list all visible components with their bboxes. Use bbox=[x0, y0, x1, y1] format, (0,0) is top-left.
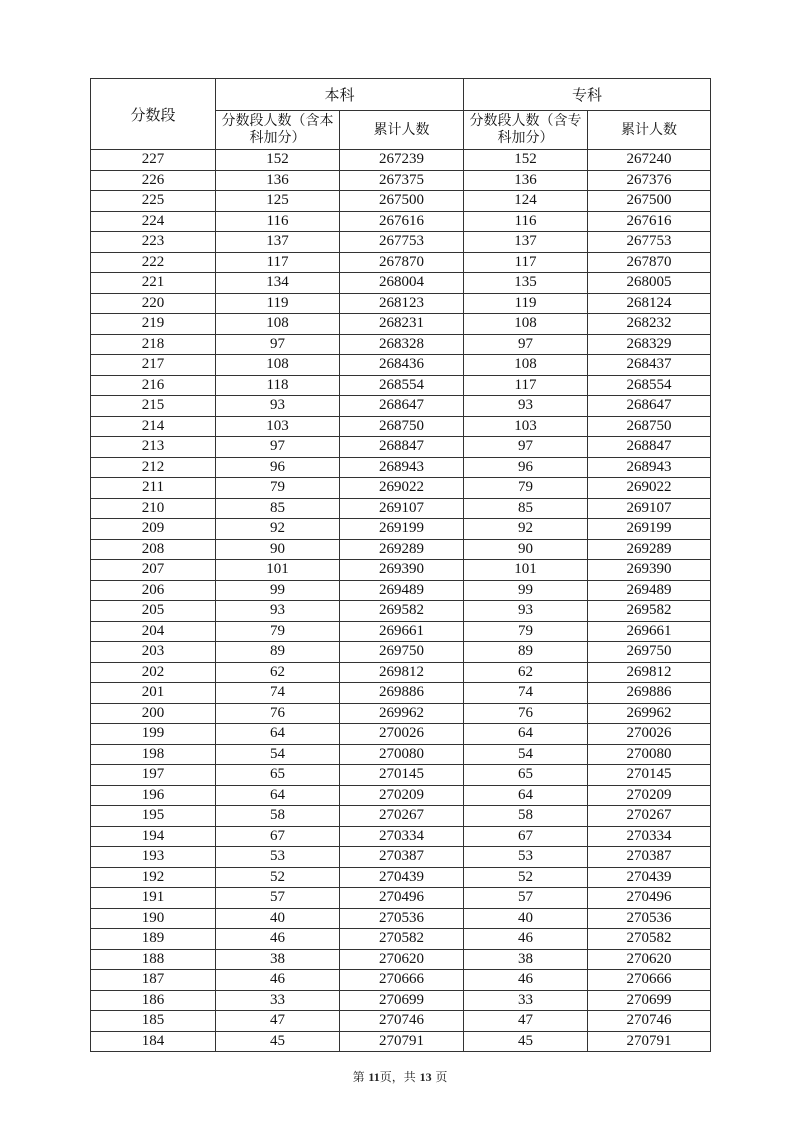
junior-cumulative-cell: 268847 bbox=[588, 437, 711, 458]
junior-cumulative-cell: 268750 bbox=[588, 416, 711, 437]
junior-count-cell: 52 bbox=[464, 867, 588, 888]
undergrad-count-cell: 96 bbox=[216, 457, 340, 478]
score-cell: 225 bbox=[91, 191, 216, 212]
junior-count-cell: 108 bbox=[464, 355, 588, 376]
undergrad-count-cell: 38 bbox=[216, 949, 340, 970]
undergrad-cumulative-cell: 268436 bbox=[340, 355, 464, 376]
table-row bbox=[91, 1011, 711, 1032]
junior-count-cell: 152 bbox=[464, 150, 588, 171]
junior-count-cell: 54 bbox=[464, 744, 588, 765]
undergrad-cumulative-cell: 268943 bbox=[340, 457, 464, 478]
junior-cumulative-cell: 270026 bbox=[588, 724, 711, 745]
score-cell: 191 bbox=[91, 888, 216, 909]
table-row bbox=[91, 334, 711, 355]
junior-count-cell: 62 bbox=[464, 662, 588, 683]
undergrad-count-cell: 76 bbox=[216, 703, 340, 724]
score-cell: 195 bbox=[91, 806, 216, 827]
undergrad-cumulative-cell: 268004 bbox=[340, 273, 464, 294]
junior-count-cell: 40 bbox=[464, 908, 588, 929]
score-cell: 201 bbox=[91, 683, 216, 704]
score-cell: 209 bbox=[91, 519, 216, 540]
score-cell: 221 bbox=[91, 273, 216, 294]
junior-cumulative-cell: 268232 bbox=[588, 314, 711, 335]
undergrad-count-cell: 47 bbox=[216, 1011, 340, 1032]
junior-count-cell: 137 bbox=[464, 232, 588, 253]
junior-count-cell: 33 bbox=[464, 990, 588, 1011]
footer-middle: 页，共 bbox=[379, 1070, 416, 1084]
junior-count-cell: 92 bbox=[464, 519, 588, 540]
junior-count-cell: 117 bbox=[464, 252, 588, 273]
undergrad-cumulative-cell: 267375 bbox=[340, 170, 464, 191]
undergrad-count-cell: 64 bbox=[216, 724, 340, 745]
junior-cumulative-cell: 270209 bbox=[588, 785, 711, 806]
undergrad-count-cell: 93 bbox=[216, 601, 340, 622]
undergrad-cumulative-cell: 268328 bbox=[340, 334, 464, 355]
table-row bbox=[91, 724, 711, 745]
junior-count-cell: 96 bbox=[464, 457, 588, 478]
score-cell: 193 bbox=[91, 847, 216, 868]
junior-cumulative-cell: 270582 bbox=[588, 929, 711, 950]
table-row bbox=[91, 929, 711, 950]
undergrad-count-cell: 58 bbox=[216, 806, 340, 827]
junior-cumulative-cell: 270666 bbox=[588, 970, 711, 991]
junior-cumulative-cell: 268943 bbox=[588, 457, 711, 478]
table-row bbox=[91, 1031, 711, 1052]
undergrad-count-cell: 52 bbox=[216, 867, 340, 888]
table-row bbox=[91, 478, 711, 499]
undergrad-cumulative-cell: 270080 bbox=[340, 744, 464, 765]
undergrad-count-cell: 99 bbox=[216, 580, 340, 601]
score-cell: 219 bbox=[91, 314, 216, 335]
junior-count-cell: 97 bbox=[464, 334, 588, 355]
undergrad-cumulative-cell: 269199 bbox=[340, 519, 464, 540]
undergrad-cumulative-cell: 270209 bbox=[340, 785, 464, 806]
table-row bbox=[91, 990, 711, 1011]
junior-count-cell: 119 bbox=[464, 293, 588, 314]
table-row bbox=[91, 457, 711, 478]
undergrad-count-cell: 101 bbox=[216, 560, 340, 581]
score-cell: 206 bbox=[91, 580, 216, 601]
score-cell: 212 bbox=[91, 457, 216, 478]
undergrad-cumulative-cell: 267500 bbox=[340, 191, 464, 212]
junior-cumulative-cell: 269886 bbox=[588, 683, 711, 704]
undergrad-count-header: 分数段人数（含本科加分） bbox=[216, 111, 340, 150]
undergrad-count-cell: 79 bbox=[216, 621, 340, 642]
score-cell: 214 bbox=[91, 416, 216, 437]
score-cell: 227 bbox=[91, 150, 216, 171]
score-cell: 215 bbox=[91, 396, 216, 417]
undergrad-count-cell: 62 bbox=[216, 662, 340, 683]
page-number: 11 bbox=[368, 1070, 380, 1084]
junior-cumulative-cell: 268329 bbox=[588, 334, 711, 355]
junior-count-cell: 108 bbox=[464, 314, 588, 335]
score-cell: 226 bbox=[91, 170, 216, 191]
undergrad-count-cell: 54 bbox=[216, 744, 340, 765]
junior-cumulative-header: 累计人数 bbox=[588, 111, 711, 150]
undergrad-cumulative-cell: 270620 bbox=[340, 949, 464, 970]
undergrad-count-cell: 57 bbox=[216, 888, 340, 909]
score-cell: 211 bbox=[91, 478, 216, 499]
table-row bbox=[91, 375, 711, 396]
junior-cumulative-cell: 270439 bbox=[588, 867, 711, 888]
undergrad-cumulative-cell: 268847 bbox=[340, 437, 464, 458]
junior-cumulative-cell: 270080 bbox=[588, 744, 711, 765]
table-header bbox=[91, 79, 711, 150]
undergrad-count-cell: 45 bbox=[216, 1031, 340, 1052]
table-row bbox=[91, 396, 711, 417]
junior-cumulative-cell: 269022 bbox=[588, 478, 711, 499]
junior-cumulative-cell: 267500 bbox=[588, 191, 711, 212]
score-cell: 188 bbox=[91, 949, 216, 970]
undergrad-cumulative-cell: 269022 bbox=[340, 478, 464, 499]
undergrad-cumulative-cell: 269582 bbox=[340, 601, 464, 622]
undergrad-count-cell: 92 bbox=[216, 519, 340, 540]
undergrad-count-cell: 137 bbox=[216, 232, 340, 253]
undergrad-cumulative-cell: 268750 bbox=[340, 416, 464, 437]
table-row bbox=[91, 498, 711, 519]
table-row bbox=[91, 867, 711, 888]
undergrad-cumulative-cell: 267753 bbox=[340, 232, 464, 253]
undergrad-count-cell: 108 bbox=[216, 314, 340, 335]
undergrad-count-cell: 119 bbox=[216, 293, 340, 314]
undergrad-cumulative-cell: 269390 bbox=[340, 560, 464, 581]
score-cell: 216 bbox=[91, 375, 216, 396]
junior-count-cell: 65 bbox=[464, 765, 588, 786]
junior-count-cell: 38 bbox=[464, 949, 588, 970]
junior-cumulative-cell: 267240 bbox=[588, 150, 711, 171]
junior-count-cell: 64 bbox=[464, 785, 588, 806]
junior-count-cell: 57 bbox=[464, 888, 588, 909]
table-body bbox=[91, 150, 711, 1052]
table-row bbox=[91, 580, 711, 601]
score-cell: 220 bbox=[91, 293, 216, 314]
junior-count-cell: 64 bbox=[464, 724, 588, 745]
score-cell: 190 bbox=[91, 908, 216, 929]
score-cell: 185 bbox=[91, 1011, 216, 1032]
undergrad-count-cell: 46 bbox=[216, 970, 340, 991]
undergrad-cumulative-cell: 270496 bbox=[340, 888, 464, 909]
undergrad-count-cell: 125 bbox=[216, 191, 340, 212]
score-distribution-table bbox=[90, 78, 711, 1052]
undergrad-count-cell: 33 bbox=[216, 990, 340, 1011]
junior-cumulative-cell: 269390 bbox=[588, 560, 711, 581]
table-row bbox=[91, 273, 711, 294]
junior-cumulative-cell: 268124 bbox=[588, 293, 711, 314]
undergrad-cumulative-cell: 269661 bbox=[340, 621, 464, 642]
junior-cumulative-cell: 270496 bbox=[588, 888, 711, 909]
table-row bbox=[91, 908, 711, 929]
undergrad-cumulative-cell: 270026 bbox=[340, 724, 464, 745]
junior-cumulative-cell: 270267 bbox=[588, 806, 711, 827]
undergrad-cumulative-cell: 270746 bbox=[340, 1011, 464, 1032]
junior-count-cell: 79 bbox=[464, 478, 588, 499]
undergrad-cumulative-cell: 270145 bbox=[340, 765, 464, 786]
score-cell: 210 bbox=[91, 498, 216, 519]
table-row bbox=[91, 355, 711, 376]
undergrad-count-cell: 89 bbox=[216, 642, 340, 663]
junior-cumulative-cell: 270536 bbox=[588, 908, 711, 929]
table-row bbox=[91, 621, 711, 642]
table-row bbox=[91, 232, 711, 253]
junior-count-cell: 47 bbox=[464, 1011, 588, 1032]
page-footer bbox=[0, 1068, 800, 1085]
undergrad-cumulative-cell: 269886 bbox=[340, 683, 464, 704]
junior-cumulative-cell: 269289 bbox=[588, 539, 711, 560]
junior-count-cell: 97 bbox=[464, 437, 588, 458]
table-row bbox=[91, 744, 711, 765]
footer-suffix: 页 bbox=[435, 1070, 448, 1084]
undergrad-count-cell: 79 bbox=[216, 478, 340, 499]
table-row bbox=[91, 785, 711, 806]
undergrad-cumulative-cell: 268231 bbox=[340, 314, 464, 335]
undergrad-count-cell: 90 bbox=[216, 539, 340, 560]
junior-count-cell: 46 bbox=[464, 929, 588, 950]
undergrad-count-cell: 93 bbox=[216, 396, 340, 417]
undergrad-cumulative-cell: 269489 bbox=[340, 580, 464, 601]
junior-count-cell: 135 bbox=[464, 273, 588, 294]
junior-cumulative-cell: 269582 bbox=[588, 601, 711, 622]
table-row bbox=[91, 150, 711, 171]
junior-cumulative-cell: 270145 bbox=[588, 765, 711, 786]
table-row bbox=[91, 970, 711, 991]
undergrad-count-cell: 97 bbox=[216, 437, 340, 458]
table-row bbox=[91, 888, 711, 909]
undergrad-header: 本科 bbox=[216, 79, 464, 111]
score-cell: 189 bbox=[91, 929, 216, 950]
undergrad-cumulative-cell: 267239 bbox=[340, 150, 464, 171]
undergrad-cumulative-cell: 270439 bbox=[340, 867, 464, 888]
score-cell: 187 bbox=[91, 970, 216, 991]
junior-cumulative-cell: 269962 bbox=[588, 703, 711, 724]
junior-cumulative-cell: 268005 bbox=[588, 273, 711, 294]
undergrad-count-cell: 136 bbox=[216, 170, 340, 191]
undergrad-cumulative-cell: 270666 bbox=[340, 970, 464, 991]
junior-count-cell: 99 bbox=[464, 580, 588, 601]
table-row bbox=[91, 806, 711, 827]
table-row bbox=[91, 765, 711, 786]
score-cell: 217 bbox=[91, 355, 216, 376]
junior-count-cell: 76 bbox=[464, 703, 588, 724]
footer-prefix: 第 bbox=[352, 1070, 365, 1084]
undergrad-count-cell: 118 bbox=[216, 375, 340, 396]
score-cell: 184 bbox=[91, 1031, 216, 1052]
junior-count-cell: 124 bbox=[464, 191, 588, 212]
junior-cumulative-cell: 270699 bbox=[588, 990, 711, 1011]
undergrad-cumulative-cell: 270582 bbox=[340, 929, 464, 950]
table-row bbox=[91, 601, 711, 622]
junior-cumulative-cell: 269661 bbox=[588, 621, 711, 642]
score-cell: 218 bbox=[91, 334, 216, 355]
junior-count-cell: 89 bbox=[464, 642, 588, 663]
undergrad-count-cell: 65 bbox=[216, 765, 340, 786]
undergrad-cumulative-header: 累计人数 bbox=[340, 111, 464, 150]
score-cell: 196 bbox=[91, 785, 216, 806]
total-pages: 13 bbox=[419, 1070, 432, 1084]
junior-cumulative-cell: 268647 bbox=[588, 396, 711, 417]
junior-cumulative-cell: 270620 bbox=[588, 949, 711, 970]
score-cell: 194 bbox=[91, 826, 216, 847]
undergrad-count-cell: 74 bbox=[216, 683, 340, 704]
undergrad-cumulative-cell: 267870 bbox=[340, 252, 464, 273]
table-row bbox=[91, 211, 711, 232]
undergrad-count-cell: 53 bbox=[216, 847, 340, 868]
junior-cumulative-cell: 269812 bbox=[588, 662, 711, 683]
score-cell: 207 bbox=[91, 560, 216, 581]
undergrad-cumulative-cell: 269107 bbox=[340, 498, 464, 519]
undergrad-cumulative-cell: 268123 bbox=[340, 293, 464, 314]
undergrad-cumulative-cell: 270791 bbox=[340, 1031, 464, 1052]
junior-count-cell: 79 bbox=[464, 621, 588, 642]
undergrad-count-cell: 117 bbox=[216, 252, 340, 273]
table-row bbox=[91, 949, 711, 970]
junior-cumulative-cell: 269107 bbox=[588, 498, 711, 519]
table-row bbox=[91, 662, 711, 683]
junior-count-cell: 136 bbox=[464, 170, 588, 191]
junior-cumulative-cell: 267616 bbox=[588, 211, 711, 232]
junior-cumulative-cell: 270334 bbox=[588, 826, 711, 847]
junior-count-cell: 93 bbox=[464, 601, 588, 622]
junior-cumulative-cell: 269199 bbox=[588, 519, 711, 540]
table-row bbox=[91, 293, 711, 314]
undergrad-cumulative-cell: 270267 bbox=[340, 806, 464, 827]
score-cell: 223 bbox=[91, 232, 216, 253]
table-row bbox=[91, 560, 711, 581]
junior-cumulative-cell: 269750 bbox=[588, 642, 711, 663]
junior-count-cell: 46 bbox=[464, 970, 588, 991]
undergrad-cumulative-cell: 267616 bbox=[340, 211, 464, 232]
undergrad-count-cell: 103 bbox=[216, 416, 340, 437]
undergrad-count-cell: 97 bbox=[216, 334, 340, 355]
junior-header: 专科 bbox=[464, 79, 711, 111]
table-row bbox=[91, 519, 711, 540]
junior-count-cell: 45 bbox=[464, 1031, 588, 1052]
junior-count-cell: 116 bbox=[464, 211, 588, 232]
score-cell: 200 bbox=[91, 703, 216, 724]
junior-count-cell: 103 bbox=[464, 416, 588, 437]
score-cell: 186 bbox=[91, 990, 216, 1011]
junior-count-cell: 53 bbox=[464, 847, 588, 868]
score-cell: 197 bbox=[91, 765, 216, 786]
undergrad-cumulative-cell: 270387 bbox=[340, 847, 464, 868]
table-row bbox=[91, 847, 711, 868]
score-cell: 198 bbox=[91, 744, 216, 765]
score-band-header: 分数段 bbox=[91, 79, 216, 150]
undergrad-count-cell: 85 bbox=[216, 498, 340, 519]
undergrad-cumulative-cell: 270536 bbox=[340, 908, 464, 929]
undergrad-cumulative-cell: 269289 bbox=[340, 539, 464, 560]
junior-cumulative-cell: 269489 bbox=[588, 580, 711, 601]
junior-count-cell: 117 bbox=[464, 375, 588, 396]
junior-count-cell: 93 bbox=[464, 396, 588, 417]
table-row bbox=[91, 314, 711, 335]
table-row bbox=[91, 191, 711, 212]
undergrad-cumulative-cell: 269812 bbox=[340, 662, 464, 683]
undergrad-count-cell: 64 bbox=[216, 785, 340, 806]
junior-count-cell: 85 bbox=[464, 498, 588, 519]
score-cell: 199 bbox=[91, 724, 216, 745]
score-cell: 208 bbox=[91, 539, 216, 560]
undergrad-count-cell: 108 bbox=[216, 355, 340, 376]
table-row bbox=[91, 437, 711, 458]
junior-cumulative-cell: 270746 bbox=[588, 1011, 711, 1032]
score-cell: 203 bbox=[91, 642, 216, 663]
undergrad-cumulative-cell: 269962 bbox=[340, 703, 464, 724]
junior-cumulative-cell: 267753 bbox=[588, 232, 711, 253]
undergrad-cumulative-cell: 270334 bbox=[340, 826, 464, 847]
junior-cumulative-cell: 267870 bbox=[588, 252, 711, 273]
junior-cumulative-cell: 267376 bbox=[588, 170, 711, 191]
junior-count-cell: 74 bbox=[464, 683, 588, 704]
undergrad-count-cell: 67 bbox=[216, 826, 340, 847]
undergrad-count-cell: 152 bbox=[216, 150, 340, 171]
score-cell: 205 bbox=[91, 601, 216, 622]
undergrad-count-cell: 40 bbox=[216, 908, 340, 929]
undergrad-cumulative-cell: 268647 bbox=[340, 396, 464, 417]
junior-cumulative-cell: 270387 bbox=[588, 847, 711, 868]
undergrad-cumulative-cell: 268554 bbox=[340, 375, 464, 396]
table-row bbox=[91, 826, 711, 847]
table-row bbox=[91, 170, 711, 191]
score-cell: 192 bbox=[91, 867, 216, 888]
junior-cumulative-cell: 270791 bbox=[588, 1031, 711, 1052]
junior-cumulative-cell: 268437 bbox=[588, 355, 711, 376]
table-row bbox=[91, 703, 711, 724]
table-row bbox=[91, 252, 711, 273]
junior-count-cell: 67 bbox=[464, 826, 588, 847]
junior-count-header: 分数段人数（含专科加分） bbox=[464, 111, 588, 150]
undergrad-cumulative-cell: 269750 bbox=[340, 642, 464, 663]
table-row bbox=[91, 416, 711, 437]
score-cell: 222 bbox=[91, 252, 216, 273]
undergrad-count-cell: 116 bbox=[216, 211, 340, 232]
score-cell: 224 bbox=[91, 211, 216, 232]
junior-count-cell: 101 bbox=[464, 560, 588, 581]
undergrad-count-cell: 134 bbox=[216, 273, 340, 294]
junior-count-cell: 58 bbox=[464, 806, 588, 827]
score-cell: 213 bbox=[91, 437, 216, 458]
table-row bbox=[91, 642, 711, 663]
junior-count-cell: 90 bbox=[464, 539, 588, 560]
table-row bbox=[91, 683, 711, 704]
table-row bbox=[91, 539, 711, 560]
junior-cumulative-cell: 268554 bbox=[588, 375, 711, 396]
undergrad-cumulative-cell: 270699 bbox=[340, 990, 464, 1011]
undergrad-count-cell: 46 bbox=[216, 929, 340, 950]
score-cell: 204 bbox=[91, 621, 216, 642]
score-cell: 202 bbox=[91, 662, 216, 683]
